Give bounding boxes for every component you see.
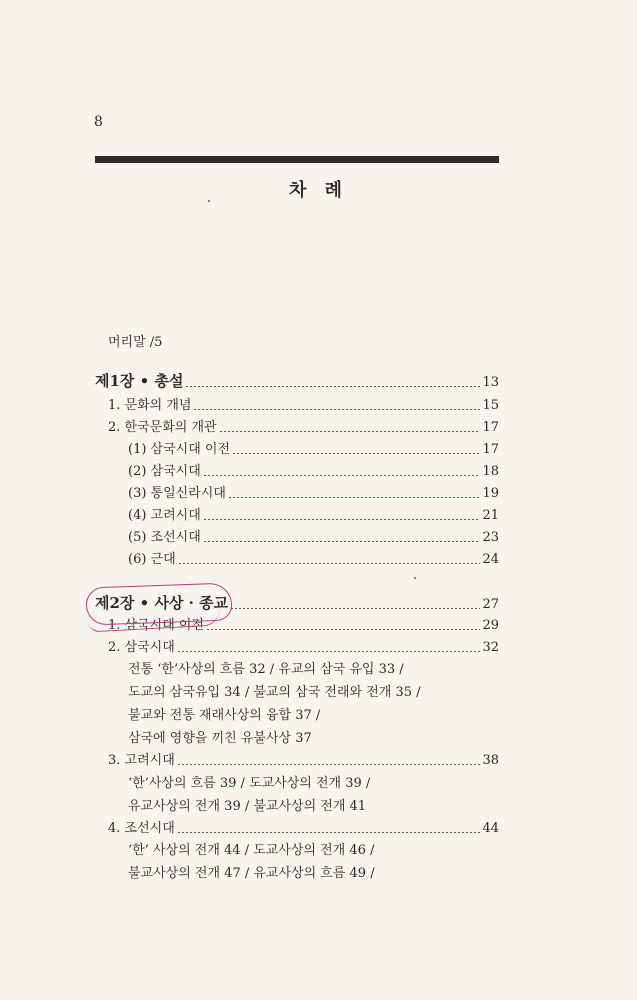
toc-detail-line: 전통 ‘한’사상의 흐름 32 / 유교의 삼국 유입 33 / <box>128 662 404 677</box>
toc-subitem <box>128 529 499 547</box>
toc-page-number: 38 <box>482 753 499 768</box>
toc-page-number: 17 <box>482 442 499 457</box>
toc-page-number: 13 <box>482 375 499 390</box>
dot-leader <box>203 475 481 476</box>
page-title: 차 례 <box>288 180 349 201</box>
toc-subitem <box>128 485 499 503</box>
toc-chapter-2 <box>95 594 499 614</box>
toc-detail-line: 불교사상의 전개 47 / 유교사상의 흐름 49 / <box>128 866 375 881</box>
toc-subitem <box>128 441 499 459</box>
toc-detail-line: 불교와 전통 재래사상의 융합 37 / <box>128 708 321 723</box>
toc-item-label: 3. 고려시대 <box>108 753 175 768</box>
toc-page-number: 15 <box>482 398 499 413</box>
toc-item-label: 2. 삼국시대 <box>108 640 175 655</box>
toc-detail-line: 유교사상의 전개 39 / 불교사상의 전개 41 <box>128 799 367 814</box>
toc-detail-line: ‘한’ 사상의 전개 44 / 도교사상의 전개 46 / <box>128 843 375 858</box>
dot-leader <box>230 608 480 609</box>
toc-item <box>108 617 499 635</box>
toc-page-number: 23 <box>482 530 499 545</box>
dot-leader <box>219 431 481 432</box>
toc-subitem-label: (5) 조선시대 <box>128 530 201 545</box>
dot-leader <box>232 453 480 454</box>
dot-leader <box>177 651 481 652</box>
dot-leader <box>178 563 481 564</box>
dot-leader <box>206 629 480 630</box>
toc-page-number: 19 <box>482 486 499 501</box>
toc-detail-line: 삼국에 영향을 끼친 유불사상 37 <box>128 731 312 746</box>
toc-page-number: 32 <box>482 640 499 655</box>
toc-item-label: 2. 한국문화의 개관 <box>108 420 217 435</box>
toc-item <box>108 820 499 838</box>
dot-leader <box>203 541 481 542</box>
toc-page-number: 29 <box>482 618 499 633</box>
toc-subitem <box>128 551 499 569</box>
toc-subitem <box>128 463 499 481</box>
toc-subitem-label: (3) 통일신라시대 <box>128 486 226 501</box>
dot-leader <box>203 519 481 520</box>
toc-chapter-label: 제1장 • 총설 <box>95 372 184 390</box>
toc-page-number: 21 <box>482 508 499 523</box>
dot-leader <box>193 409 480 410</box>
page-number: 8 <box>94 114 103 130</box>
toc-chapter-1 <box>95 372 499 392</box>
toc-item <box>108 752 499 770</box>
toc-detail-line: 도교의 삼국유입 34 / 불교의 삼국 전래와 전개 35 / <box>128 685 421 700</box>
toc-page-number: 44 <box>482 821 499 836</box>
toc-chapter-label: 제2장 • 사상 · 종교 <box>95 594 229 612</box>
toc-subitem-label: (6) 근대 <box>128 552 176 567</box>
dot-leader <box>228 497 481 498</box>
toc-subitem-label: (1) 삼국시대 이전 <box>128 442 231 457</box>
toc-item-label: 1. 문화의 개념 <box>108 398 192 413</box>
dot-leader <box>177 832 481 833</box>
toc-item <box>108 419 499 437</box>
preface-entry: 머리말 /5 <box>108 335 163 350</box>
dot-leader <box>185 386 480 387</box>
toc-detail-line: ‘한’사상의 흐름 39 / 도교사상의 전개 39 / <box>128 776 371 791</box>
toc-item <box>108 397 499 415</box>
toc-item-label: 4. 조선시대 <box>108 821 175 836</box>
toc-item <box>108 639 499 657</box>
toc-subitem <box>128 507 499 525</box>
toc-page-number: 18 <box>482 464 499 479</box>
toc-page-number: 24 <box>482 552 499 567</box>
toc-page-number: 27 <box>482 597 499 612</box>
toc-page-number: 17 <box>482 420 499 435</box>
dot-leader <box>177 764 481 765</box>
toc-item-label: 1. 삼국시대 이전 <box>108 618 205 633</box>
toc-subitem-label: (4) 고려시대 <box>128 508 201 523</box>
toc-subitem-label: (2) 삼국시대 <box>128 464 201 479</box>
